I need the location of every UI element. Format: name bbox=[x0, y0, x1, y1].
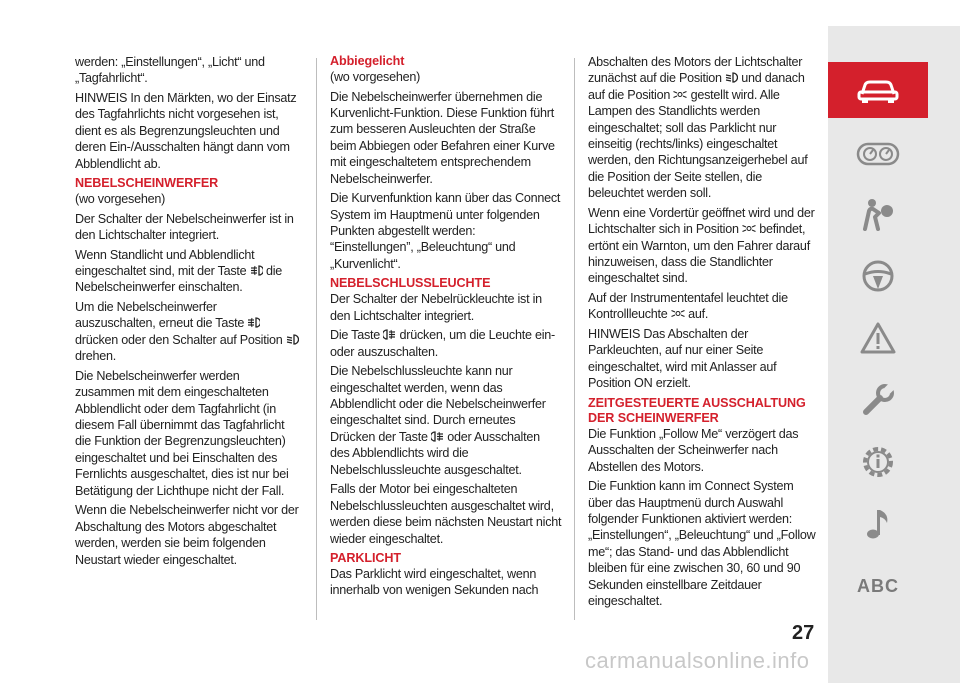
index-label: ABC bbox=[857, 575, 899, 596]
text-run: die Nebelscheinwerfer einschalten. bbox=[75, 264, 282, 295]
nav-technical-data[interactable] bbox=[828, 434, 928, 490]
low-beam-icon bbox=[725, 72, 738, 83]
text-run: drücken, um die Leuchte ein- oder auszuschalten. bbox=[330, 328, 555, 359]
wrench-icon bbox=[860, 382, 896, 418]
text-run: Die Nebelschlussleuchte kann nur eingeschaltet werden, wenn das Abblendlicht oder die Nebelscheinwerfer eingeschaltet sind. Durch erneutes Drücken der Taste bbox=[330, 364, 546, 444]
paragraph bbox=[75, 299, 299, 365]
rear-fog-light-icon bbox=[383, 329, 396, 340]
nav-safety[interactable] bbox=[828, 186, 928, 242]
gauges-icon bbox=[856, 141, 900, 167]
nav-multimedia[interactable] bbox=[828, 496, 928, 552]
section-heading-nebelscheinwerfer: NEBELSCHEINWERFER bbox=[75, 176, 219, 191]
text-run: drehen. bbox=[75, 349, 116, 364]
text-column-2 bbox=[330, 54, 562, 602]
text-run: Um die Nebelscheinwerfer auszuschalten, erneut die Taste bbox=[75, 300, 245, 331]
page-number: 27 bbox=[792, 622, 815, 644]
section-heading-nebelschlussleuchte: NEBELSCHLUSSLEUCHTE bbox=[330, 276, 491, 291]
fog-light-front-icon bbox=[250, 265, 263, 276]
rear-fog-light-icon bbox=[431, 431, 444, 442]
text-run: Abschalten des Motors der Lichtschalter zunächst auf die Position bbox=[588, 55, 803, 86]
airbag-person-icon bbox=[860, 197, 896, 231]
paragraph: Die Nebelscheinwerfer werden zusammen mit dem eingeschalteten Abblendlicht oder dem Tagfahrlicht (in diesem Fall übernimmt das Tagfahrlicht die Funktion der Begrenzungsleuchten) eingeschaltet und bei Einschalten des Fernlichts ausgeschaltet, dies ist nur bei Betätigung der Lichthupe nicht der Fall. bbox=[75, 368, 289, 498]
paragraph bbox=[75, 247, 299, 296]
nav-starting-driving[interactable] bbox=[828, 248, 928, 304]
nav-emergency[interactable] bbox=[828, 310, 928, 366]
text-run: gestellt wird. Alle Lampen des Standlichts werden eingeschaltet; soll das Parklicht nur einseitig (rechts/links) eingeschaltet werden, den Richtungsanzeigerhebel auf die Position der Seite stellen, die beleuchtet werden soll. bbox=[588, 87, 808, 201]
fog-light-front-icon bbox=[247, 317, 260, 328]
watermark: carmanualsonline.info bbox=[585, 648, 810, 673]
text-run: oder Ausschalten des Abblendlichts wird die Nebelschlussleuchte ausgeschaltet. bbox=[330, 429, 540, 477]
music-note-icon bbox=[863, 507, 893, 541]
nav-instruments[interactable] bbox=[828, 126, 928, 182]
text-run: befindet, ertönt ein Warnton, um den Fahrer darauf hinzuweisen, dass die Standlichter eingeschaltet sind. bbox=[588, 222, 810, 286]
paragraph: HINWEIS Das Abschalten der Parkleuchten, auf nur einer Seite eingeschaltet, wird mit Anlasser auf Position ON erzielt. bbox=[588, 327, 777, 391]
gear-info-icon bbox=[860, 444, 896, 480]
text-column-3 bbox=[588, 54, 820, 613]
column-divider bbox=[316, 58, 317, 620]
text-run: auf. bbox=[688, 307, 709, 322]
paragraph bbox=[330, 363, 562, 478]
paragraph bbox=[588, 205, 820, 287]
steering-wheel-icon bbox=[861, 259, 895, 293]
parking-light-icon bbox=[671, 308, 685, 319]
paragraph: Der Schalter der Nebelscheinwerfer ist in den Lichtschalter integriert. bbox=[75, 211, 294, 243]
paragraph: Wenn die Nebelscheinwerfer nicht vor der Abschaltung des Motors abgeschaltet werden, werden sie beim folgenden Neustart wieder eingeschaltet. bbox=[75, 503, 299, 567]
text-run: Die Taste bbox=[330, 328, 381, 343]
column-divider bbox=[574, 58, 575, 620]
section-subheading: (wo vorgesehen) bbox=[75, 192, 166, 207]
nav-car[interactable] bbox=[828, 62, 928, 118]
paragraph: werden: „Einstellungen“, „Licht“ und „Tagfahrlicht“. bbox=[75, 55, 265, 86]
low-beam-icon bbox=[286, 334, 299, 345]
paragraph: Falls der Motor bei eingeschalteten Nebelschlussleuchten ausgeschaltet wird, werden diese beim nächsten Neustart nicht wieder eingeschaltet. bbox=[330, 482, 562, 546]
section-heading-parklicht: PARKLICHT bbox=[330, 550, 401, 565]
parking-light-icon bbox=[673, 89, 687, 100]
section-subheading: (wo vorgesehen) bbox=[330, 70, 421, 84]
nav-index[interactable] bbox=[828, 558, 928, 614]
paragraph: Die Funktion kann im Connect System über das Hauptmenü durch Auswahl folgender Funktionen aktiviert werden: „Einstellungen“, „Beleuchtung“ und „Follow me“; das Stand- und das Abblendlicht bleiben für eine zwischen 30, 60 und 90 Sekunden einstellbare Zeitdauer eingeschaltet. bbox=[588, 479, 816, 608]
car-icon bbox=[856, 76, 900, 104]
section-heading-zeitgesteuerte-ausschaltung: ZEITGESTEUERTE AUSSCHALTUNG DER SCHEINWERFER bbox=[588, 395, 806, 425]
paragraph: HINWEIS In den Märkten, wo der Einsatz des Tagfahrlichts nicht vorgesehen ist, dient es als Begrenzungsleuchten und deren Ein-/Ausschalten hängt dann vom Abblendlicht ab. bbox=[75, 91, 297, 171]
paragraph bbox=[330, 327, 562, 360]
nav-maintenance[interactable] bbox=[828, 372, 928, 428]
parking-light-icon bbox=[742, 223, 756, 234]
text-run: Wenn Standlicht und Abblendlicht eingeschaltet sind, mit der Taste bbox=[75, 247, 255, 279]
paragraph bbox=[588, 290, 820, 323]
paragraph: Die Funktion „Follow Me“ verzögert das Ausschalten der Scheinwerfer nach Abstellen des Motors. bbox=[588, 426, 799, 474]
paragraph bbox=[588, 54, 820, 202]
text-run: Wenn eine Vordertür geöffnet wird und der Lichtschalter sich in Position bbox=[588, 205, 815, 237]
section-heading-abbiegelicht: Abbiegelicht bbox=[330, 54, 405, 68]
paragraph: Das Parklicht wird eingeschaltet, wenn innerhalb von wenigen Sekunden nach bbox=[330, 566, 539, 598]
text-column-1 bbox=[75, 54, 299, 571]
text-run: Auf der Instrumententafel leuchtet die Kontrollleuchte bbox=[588, 291, 788, 322]
warning-triangle-icon bbox=[859, 321, 897, 355]
paragraph: Der Schalter der Nebelrückleuchte ist in den Lichtschalter integriert. bbox=[330, 292, 542, 323]
text-run: und danach auf die Position bbox=[588, 71, 805, 102]
chapter-sidebar bbox=[828, 26, 960, 683]
paragraph: Die Nebelscheinwerfer übernehmen die Kurvenlicht-Funktion. Diese Funktion führt zum besseren Ausleuchten der Straße beim Abbiegen oder Befahren einer Kurve mit eingeschaltetem entsprechendem Nebelscheinwerfer. bbox=[330, 89, 555, 186]
text-run: drücken oder den Schalter auf Position bbox=[75, 332, 283, 347]
paragraph: Die Kurvenfunktion kann über das Connect System im Hauptmenü unter folgenden Punkten abgestellt werden: “Einstellungen”, „Beleuchtung“ und „Kurvenlicht“. bbox=[330, 191, 561, 271]
